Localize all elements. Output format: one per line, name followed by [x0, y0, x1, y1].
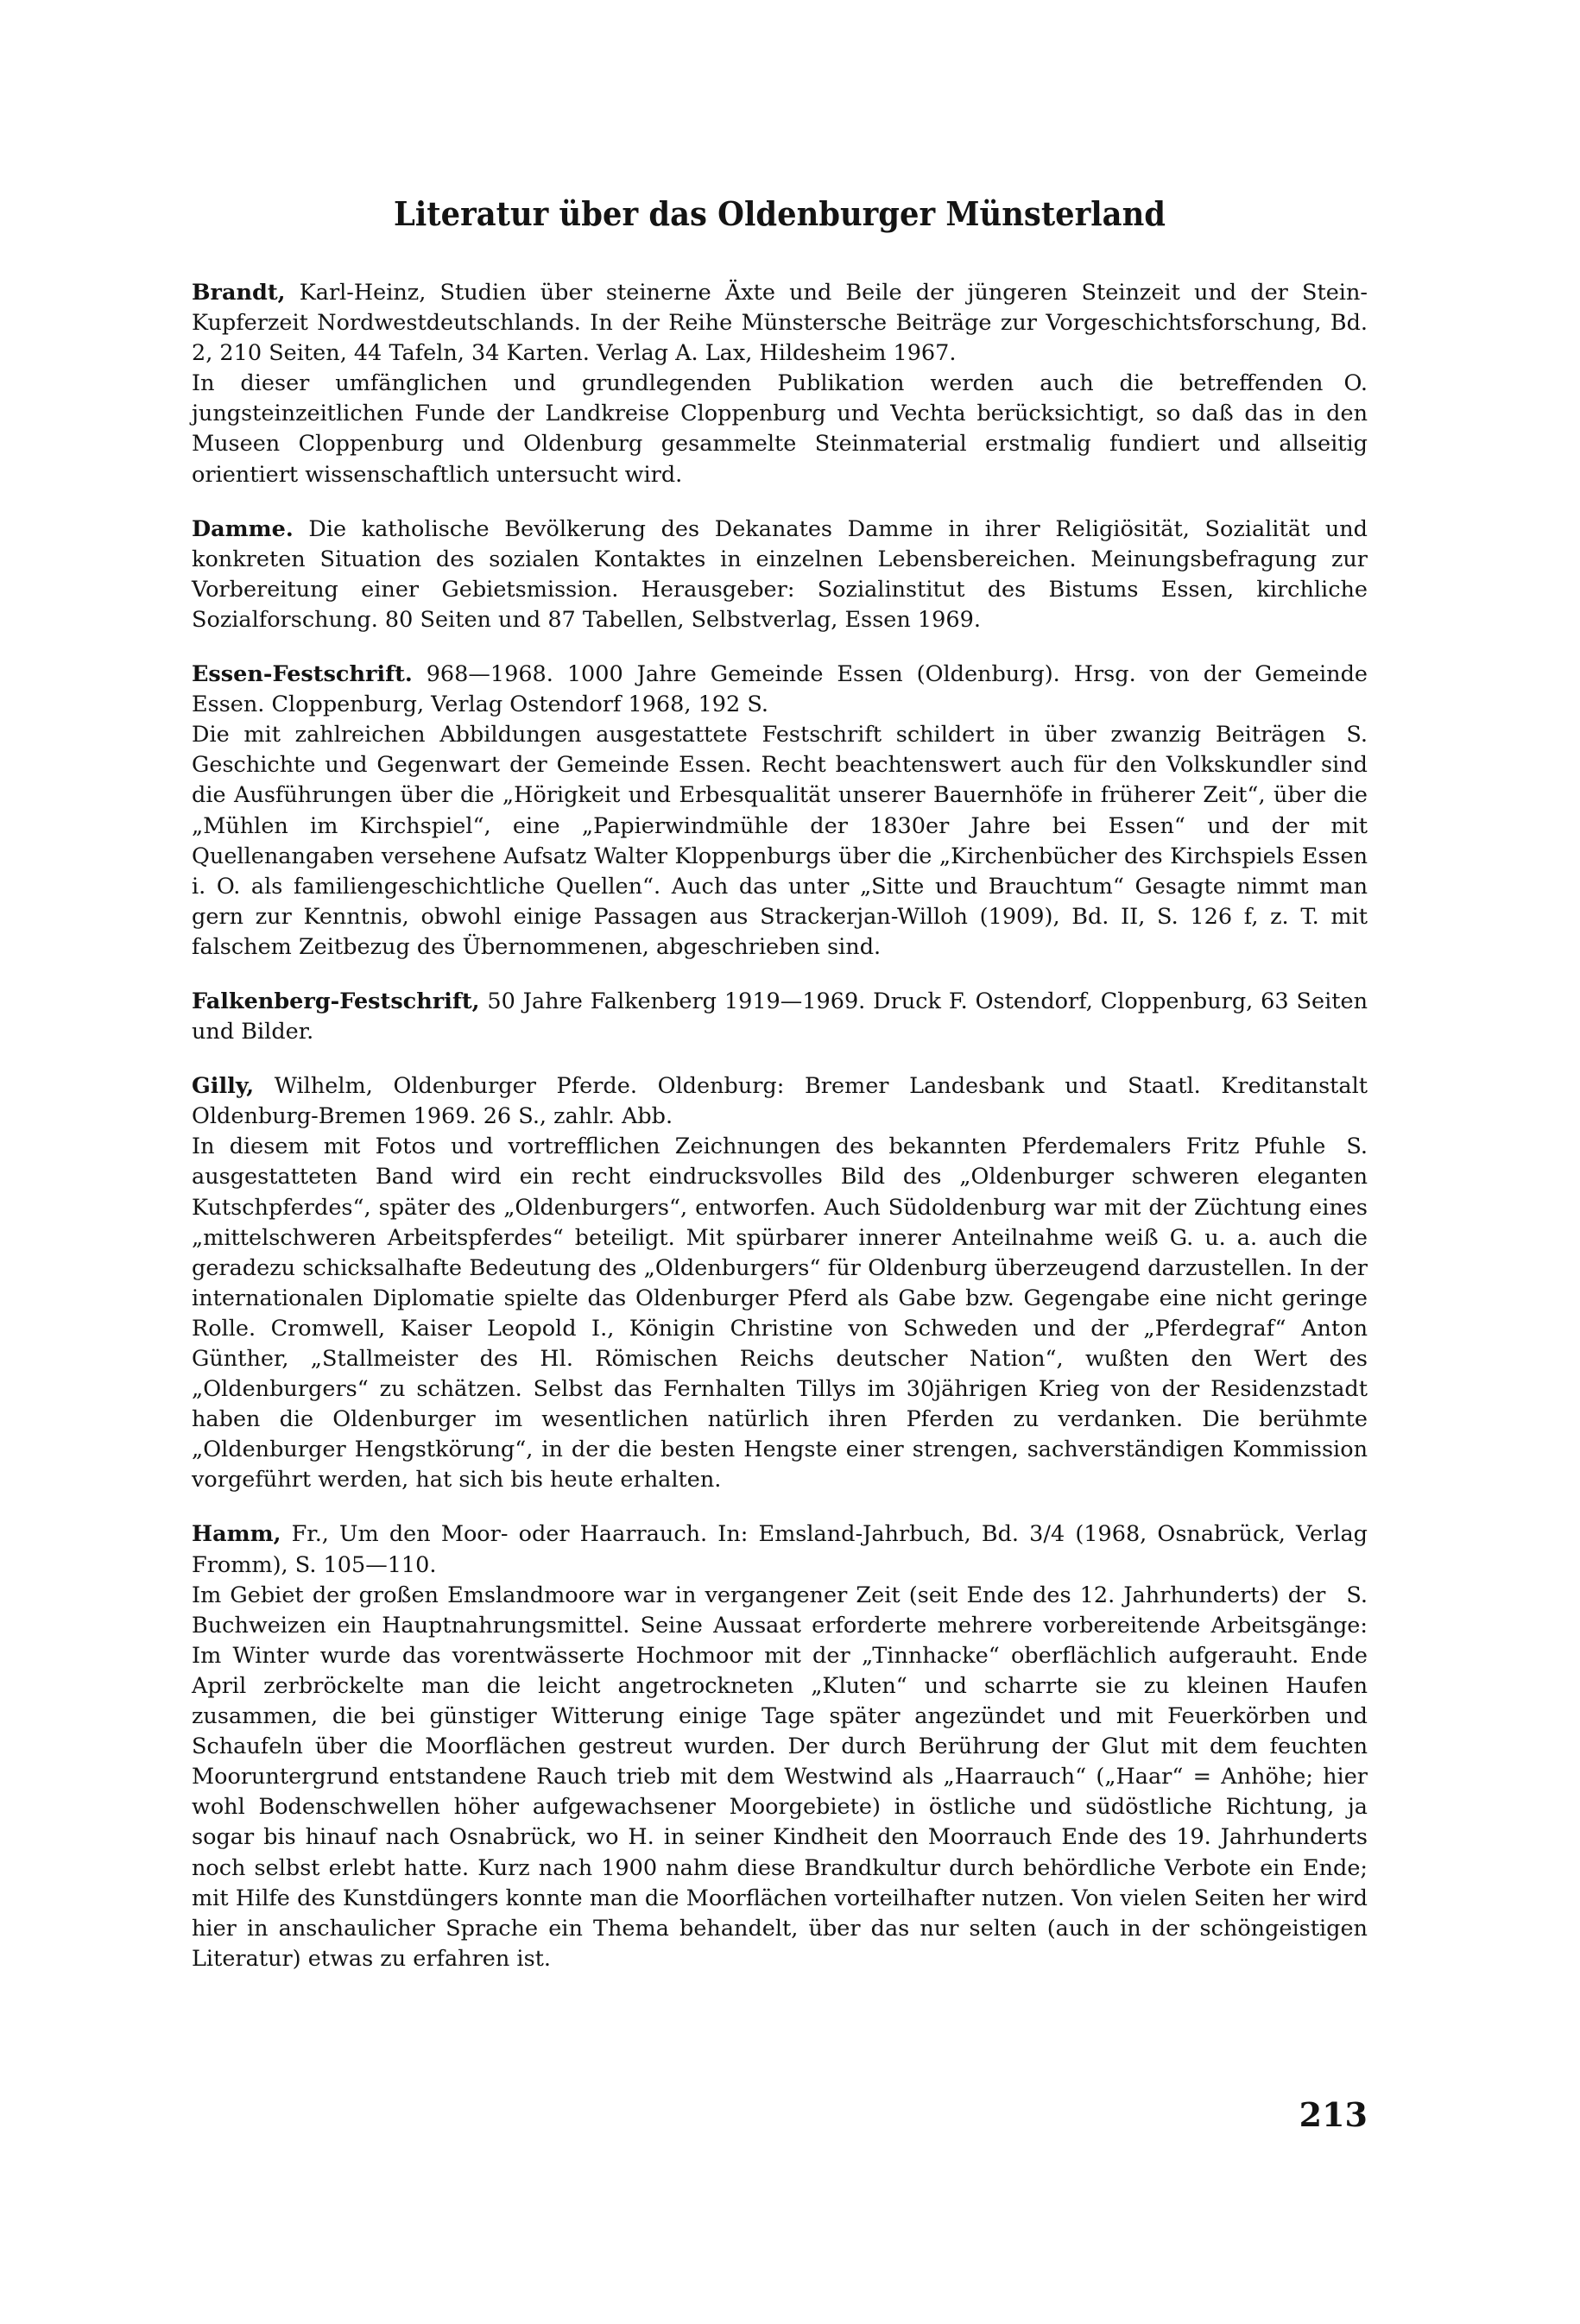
reviewer-signature: S. — [1346, 722, 1368, 748]
bibliography-entry-falkenberg — [192, 987, 1368, 1047]
bibliography-entry-damme — [192, 515, 1368, 635]
entry-citation — [192, 660, 1368, 720]
reviewer-signature: S. — [1346, 1134, 1368, 1160]
bibliography-entry-essen — [192, 660, 1368, 963]
entry-citation-text: 50 Jahre Falkenberg 1919—1969. Druck F. Ostendorf, Cloppenburg, 63 Seiten und Bilder. — [192, 988, 1368, 1045]
reviewer-signature: O. — [1343, 370, 1368, 397]
entry-review — [192, 369, 1368, 489]
entry-citation-text: Fr., Um den Moor- oder Haarrauch. In: Emsland-Jahrbuch, Bd. 3/4 (1968, Osnabrück, Verlag Fromm), S. 105—110. — [192, 1521, 1368, 1578]
bibliography-list — [192, 278, 1368, 1999]
entry-review-text: Die mit zahlreichen Abbildungen ausgestattete Festschrift schildert in über zwanzig Beiträgen Geschichte und Gegenwart der Gemeinde Essen. Recht beachtenswert auch für den Volkskundler sind die Ausführungen über die „Hörigkeit und Erbesqualität unserer Bauernhöfe in früherer Zeit“, über die „Mühlen im Kirchspiel“, eine „Papierwindmühle der 1830er Jahre bei Essen“ und der mit Quellenangaben versehene Aufsatz Walter Kloppenburgs über die „Kirchenbücher des Kirchspiels Essen i. O. als familiengeschichtliche Quellen“. Auch das unter „Sitte und Brauchtum“ Gesagte nimmt man gern zur Kenntnis, obwohl einige Passagen aus Strackerjan-Willoh (1909), Bd. II, S. 126 f, z. T. mit falschem Zeitbezug des Übernommenen, abgeschrieben sind. — [192, 722, 1368, 960]
bibliography-entry-hamm — [192, 1519, 1368, 1974]
entry-citation-text: Die katholische Bevölkerung des Dekanates Damme in ihrer Religiösität, Sozialität und konkreten Situation des sozialen Kontaktes in einzelnen Lebensbereichen. Meinungsbefragung zur Vorbereitung einer Gebietsmission. Herausgeber: Sozialinstitut des Bistums Essen, kirchliche Sozialforschung. 80 Seiten und 87 Tabellen, Selbstverlag, Essen 1969. — [192, 515, 1368, 633]
entry-author: Gilly, — [192, 1073, 255, 1100]
page-number: 213 — [1299, 2095, 1368, 2134]
entry-author: Damme. — [192, 515, 294, 542]
entry-author: Hamm, — [192, 1521, 281, 1548]
entry-citation — [192, 515, 1368, 635]
entry-author: Falkenberg-Festschrift, — [192, 988, 480, 1014]
entry-review — [192, 720, 1368, 963]
entry-citation-text: 968—1968. 1000 Jahre Gemeinde Essen (Oldenburg). Hrsg. von der Gemeinde Essen. Cloppenburg, Verlag Ostendorf 1968, 192 S. — [192, 661, 1368, 718]
entry-review — [192, 1132, 1368, 1495]
entry-citation — [192, 1519, 1368, 1580]
bibliography-entry-gilly — [192, 1071, 1368, 1495]
entry-review-text: In diesem mit Fotos und vortrefflichen Zeichnungen des bekannten Pferdemalers Fritz Pfuhle ausgestatteten Band wird ein recht eindrucksvolles Bild des „Oldenburger schweren eleganten Kutschpferdes“, später des „Oldenburgers“, entworfen. Auch Südoldenburg war mit der Züchtung eines „mittelschweren Arbeitspferdes“ beteiligt. Mit spürbarer innerer Anteilnahme weiß G. u. a. auch die geradezu schicksalhafte Bedeutung des „Oldenburgers“ für Oldenburg überzeugend darzustellen. In der internationalen Diplomatie spielte das Oldenburger Pferd als Gabe bzw. Gegengabe eine nicht geringe Rolle. Cromwell, Kaiser Leopold I., Königin Christine von Schweden und der „Pferdegraf“ Anton Günther, „Stallmeister des Hl. Römischen Reichs deutscher Nation“, wußten den Wert des „Oldenburgers“ zu schätzen. Selbst das Fernhalten Tillys im 30jährigen Krieg von der Residenzstadt haben die Oldenburger im wesentlichen natürlich ihren Pferden zu verdanken. Die berühmte „Oldenburger Hengstkörung“, in der die besten Hengste einer strengen, sachverständigen Kommission vorgeführt werden, hat sich bis heute erhalten. — [192, 1134, 1368, 1494]
entry-citation — [192, 987, 1368, 1047]
entry-citation-text: Wilhelm, Oldenburger Pferde. Oldenburg: Bremer Landesbank und Staatl. Kreditanstalt Oldenburg-Bremen 1969. 26 S., zahlr. Abb. — [192, 1073, 1368, 1130]
entry-author: Essen-Festschrift. — [192, 661, 413, 688]
entry-review-text: In dieser umfänglichen und grundlegenden Publikation werden auch die betreffenden jungsteinzeitlichen Funde der Landkreise Cloppenburg und Vechta berücksichtigt, so daß das in den Museen Cloppenburg und Oldenburg gesammelte Steinmaterial erstmalig fundiert und allseitig orientiert wissenschaftlich untersucht wird. — [192, 370, 1368, 488]
entry-citation-text: Karl-Heinz, Studien über steinerne Äxte und Beile der jüngeren Steinzeit und der Stein-Kupferzeit Nordwestdeutschlands. In der Reihe Münstersche Beiträge zur Vorgeschichtsforschung, Bd. 2, 210 Seiten, 44 Tafeln, 34 Karten. Verlag A. Lax, Hildesheim 1967. — [192, 280, 1368, 367]
page-title: Literatur über das Oldenburger Münsterland — [394, 194, 1166, 233]
bibliography-entry-brandt — [192, 278, 1368, 490]
entry-citation — [192, 1071, 1368, 1132]
document-page — [192, 0, 1368, 2324]
entry-review-text: Im Gebiet der großen Emslandmoore war in vergangener Zeit (seit Ende des 12. Jahrhunderts) der Buchweizen ein Hauptnahrungsmittel. Seine Aussaat erforderte mehrere vorbereitende Arbeitsgänge: Im Winter wurde das vorentwässerte Hochmoor mit der „Tinnhacke“ oberflächlich aufgerauht. Ende April zerbröckelte man die leicht angetrockneten „Kluten“ und scharrte sie zu kleinen Haufen zusammen, die bei günstiger Witterung einige Tage später angezündet und mit Feuerkörben und Schaufeln über die Moorflächen gestreut wurden. Der durch Berührung der Glut mit dem feuchten Mooruntergrund entstandene Rauch trieb mit dem Westwind als „Haarrauch“ („Haar“ = Anhöhe; hier wohl Bodenschwellen höher aufgewachsener Moorgebiete) in östliche und südöstliche Richtung, ja sogar bis hinauf nach Osnabrück, wo H. in seiner Kindheit den Moorrauch Ende des 19. Jahrhunderts noch selbst erlebt hatte. Kurz nach 1900 nahm diese Brandkultur durch behördliche Verbote ein Ende; mit Hilfe des Kunstdüngers konnte man die Moorflächen vorteilhafter nutzen. Von vielen Seiten her wird hier in anschaulicher Sprache ein Thema behandelt, über das nur selten (auch in der schöngeistigen Literatur) etwas zu erfahren ist. — [192, 1582, 1368, 1972]
entry-citation — [192, 278, 1368, 369]
entry-author: Brandt, — [192, 280, 286, 306]
entry-review — [192, 1581, 1368, 1974]
reviewer-signature: S. — [1346, 1582, 1368, 1608]
